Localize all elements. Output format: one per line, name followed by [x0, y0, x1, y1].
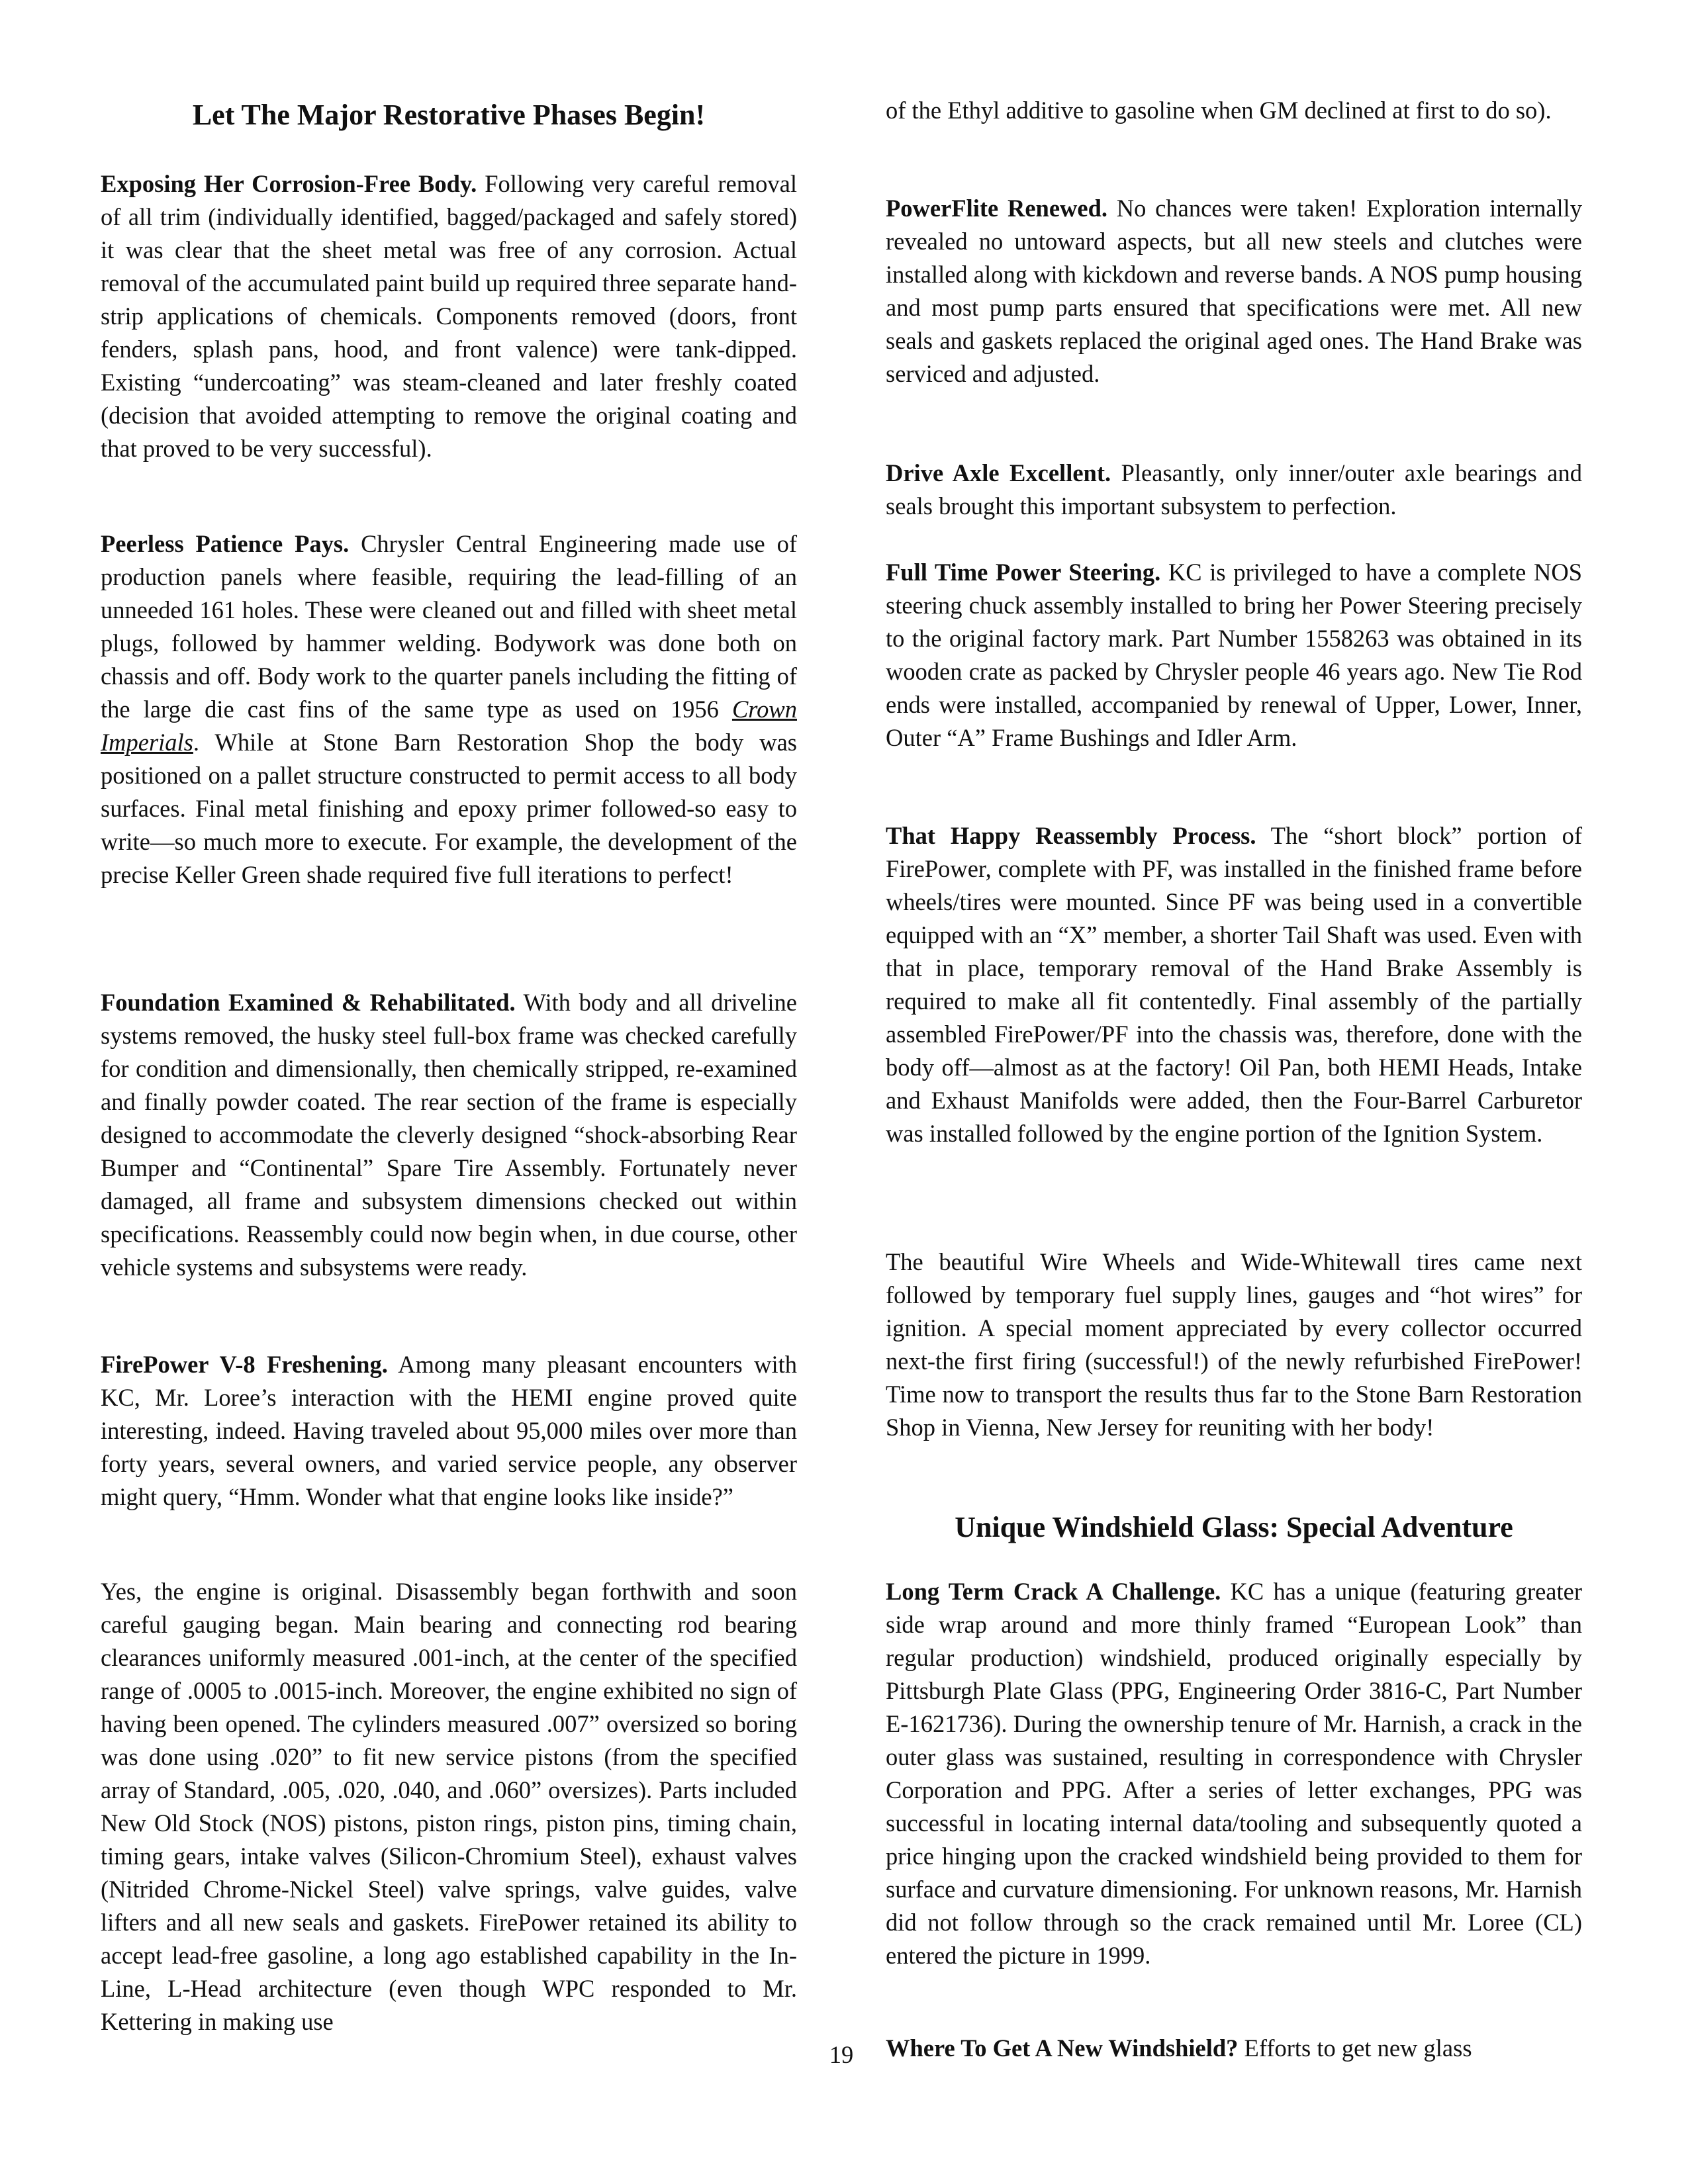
- paragraph-text: KC has a unique (featuring greater side wrap around and more thinly framed “European Look” than regular production) windshield, produced originally especially by Pittsburgh Plate Glass (PPG, Engineering Order 3816-C, Part Number E-1621736). During the ownership tenure of Mr. Harnish, a crack in the outer glass was sustained, resulting in correspondence with Chrysler Corporation and PPG. After a series of letter exchanges, PPG was successful in locating internal data/tooling and subsequently quoted a price hinging upon the cracked windshield being provided to them for surface and curvature dimensioning. For unknown reasons, Mr. Harnish did not follow through so the crack remained until Mr. Loree (CL) entered the picture in 1999.: [886, 1578, 1582, 1969]
- paragraph-text: of the Ethyl additive to gasoline when GM declined at first to do so).: [886, 97, 1552, 124]
- paragraph-text: Yes, the engine is original. Disassembly began forthwith and soon careful gauging began. Main bearing and connecting rod bearing clearances uniformly measured .001-inch, at the center of the specified range of .0005 to .0015-inch. Moreover, the engine exhibited no sign of having been opened. The cylinders measured .007” oversized so boring was done using .020” to fit new service pistons (from the specified array of Standard, .005, .020, .040, and .060” oversizes). Parts included New Old Stock (NOS) pistons, piston rings, piston pins, timing chain, timing gears, intake valves (Silicon-Chromium Steel), exhaust valves (Nitrided Chrome-Nickel Steel) valve springs, valve guides, valve lifters and all new seals and gaskets. FirePower retained its ability to accept lead-free gasoline, a long ago established capability in the In-Line, L-Head architecture (even though WPC responded to Mr. Kettering in making use: [101, 1578, 797, 2035]
- paragraph-text: Following very careful removal of all trim (individually identified, bagged/packaged and safely stored) it was clear that the sheet metal was free of any corrosion. Actual removal of the accumulated paint build up required three separate hand-strip applications of chemicals. Components removed (doors, front fenders, splash pans, hood, and front valence) were tank-dipped. Existing “undercoating” was steam-cleaned and later freshly coated (decision that avoided attempting to remove the original coating and that proved to be very successful).: [101, 170, 797, 462]
- paragraph-text: Among many pleasant encounters with KC, Mr. Loree’s interaction with the HEMI engine proved quite interesting, indeed. Having traveled about 95,000 miles over more than forty years, several owners, and varied service people, any observer might query, “Hmm. Wonder what that engine looks like inside?”: [101, 1351, 797, 1510]
- paragraph-text: The “short block” portion of FirePower, complete with PF, was installed in the finished frame before wheels/tires were mounted. Since PF was being used in a convertible equipped with an “X” member, a shorter Tail Shaft was used. Even with that in place, temporary removal of the Hand Brake Assembly is required to make all fit contentedly. Final assembly of the partially assembled FirePower/PF into the chassis was, therefore, done with the body off—almost as at the factory! Oil Pan, both HEMI Heads, Intake and Exhaust Manifolds were added, then the Four-Barrel Carburetor was installed followed by the engine portion of the Ignition System.: [886, 822, 1582, 1147]
- paragraph-text: KC is privileged to have a complete NOS steering chuck assembly installed to bring her Power Steering precisely to the original factory mark. Part Number 1558263 was obtained in its wooden crate as packed by Chrysler people 46 years ago. New Tie Rod ends were installed, accompanied by renewal of Upper, Lower, Inner, Outer “A” Frame Bushings and Idler Arm.: [886, 559, 1582, 751]
- paragraph-text: No chances were taken! Exploration internally revealed no untoward aspects, but all new steels and clutches were installed along with kickdown and reverse bands. A NOS pump housing and most pump parts ensured that specifications were met. All new seals and gaskets replaced the original aged ones. The Hand Brake was serviced and adjusted.: [886, 195, 1582, 387]
- crown-imperials-title: Crown Imperials: [101, 696, 797, 756]
- paragraph-ethyl-continuation: [886, 94, 1582, 127]
- paragraph-long-term-crack: [886, 1575, 1582, 1972]
- paragraph-text: . While at Stone Barn Restoration Shop the body was positioned on a pallet structure constructed to permit access to all body surfaces. Final metal finishing and epoxy primer followed-so easy to write—so much more to execute. For example, the development of the precise Keller Green shade required five full iterations to perfect!: [101, 729, 797, 888]
- paragraph-text: Efforts to get new glass: [1238, 2034, 1472, 2062]
- paragraph-lead: Peerless Patience Pays.: [101, 530, 350, 557]
- paragraph-new-windshield: [886, 2032, 1582, 2065]
- paragraph-lead: That Happy Reassembly Process.: [886, 822, 1256, 849]
- paragraph-wire-wheels: [886, 1246, 1582, 1444]
- paragraph-power-steering: [886, 556, 1582, 754]
- paragraph-lead: Long Term Crack A Challenge.: [886, 1578, 1221, 1605]
- paragraph-powerflite-renewed: [886, 192, 1582, 390]
- paragraph-lead: Foundation Examined & Rehabilitated.: [101, 989, 516, 1016]
- paragraph-lead: PowerFlite Renewed.: [886, 195, 1108, 222]
- paragraph-peerless-patience: [101, 527, 797, 891]
- paragraph-engine-original: [101, 1575, 797, 2038]
- section-heading-restorative-phases: Let The Major Restorative Phases Begin!: [192, 99, 706, 131]
- paragraph-reassembly-process: [886, 819, 1582, 1150]
- paragraph-drive-axle: [886, 457, 1582, 523]
- page-number: 19: [829, 2041, 854, 2068]
- paragraph-lead: Where To Get A New Windshield?: [886, 2034, 1239, 2062]
- paragraph-firepower-freshening: [101, 1348, 797, 1514]
- paragraph-lead: Drive Axle Excellent.: [886, 459, 1111, 486]
- paragraph-lead: FirePower V-8 Freshening.: [101, 1351, 388, 1378]
- section-heading-windshield-glass: Unique Windshield Glass: Special Adventure: [955, 1511, 1513, 1543]
- paragraph-text: With body and all driveline systems removed, the husky steel full-box frame was checked carefully for condition and dimensionally, then chemically stripped, re-examined and finally powder coated. The rear section of the frame is especially designed to accommodate the cleverly designed “shock-absorbing Rear Bumper and “Continental” Spare Tire Assembly. Fortunately never damaged, all frame and subsystem dimensions checked out within specifications. Reassembly could now begin when, in due course, other vehicle systems and subsystems were ready.: [101, 989, 797, 1281]
- paragraph-foundation-examined: [101, 986, 797, 1284]
- paragraph-text: The beautiful Wire Wheels and Wide-Whitewall tires came next followed by temporary fuel supply lines, gauges and “hot wires” for ignition. A special moment appreciated by every collector occurred next-the first firing (successful!) of the newly refurbished FirePower! Time now to transport the results thus far to the Stone Barn Restoration Shop in Vienna, New Jersey for reuniting with her body!: [886, 1248, 1582, 1441]
- paragraph-lead: Exposing Her Corrosion-Free Body.: [101, 170, 477, 197]
- paragraph-lead: Full Time Power Steering.: [886, 559, 1161, 586]
- paragraph-corrosion-free-body: [101, 167, 797, 465]
- paragraph-text: Pleasantly, only inner/outer axle bearings and seals brought this important subsystem to perfection.: [886, 459, 1582, 520]
- paragraph-text: Chrysler Central Engineering made use of production panels where feasible, requiring the lead-filling of an unneeded 161 holes. These were cleaned out and filled with sheet metal plugs, followed by hammer welding. Bodywork was done both on chassis and off. Body work to the quarter panels including the fitting of the large die cast fins of the same type as used on 1956: [101, 530, 797, 723]
